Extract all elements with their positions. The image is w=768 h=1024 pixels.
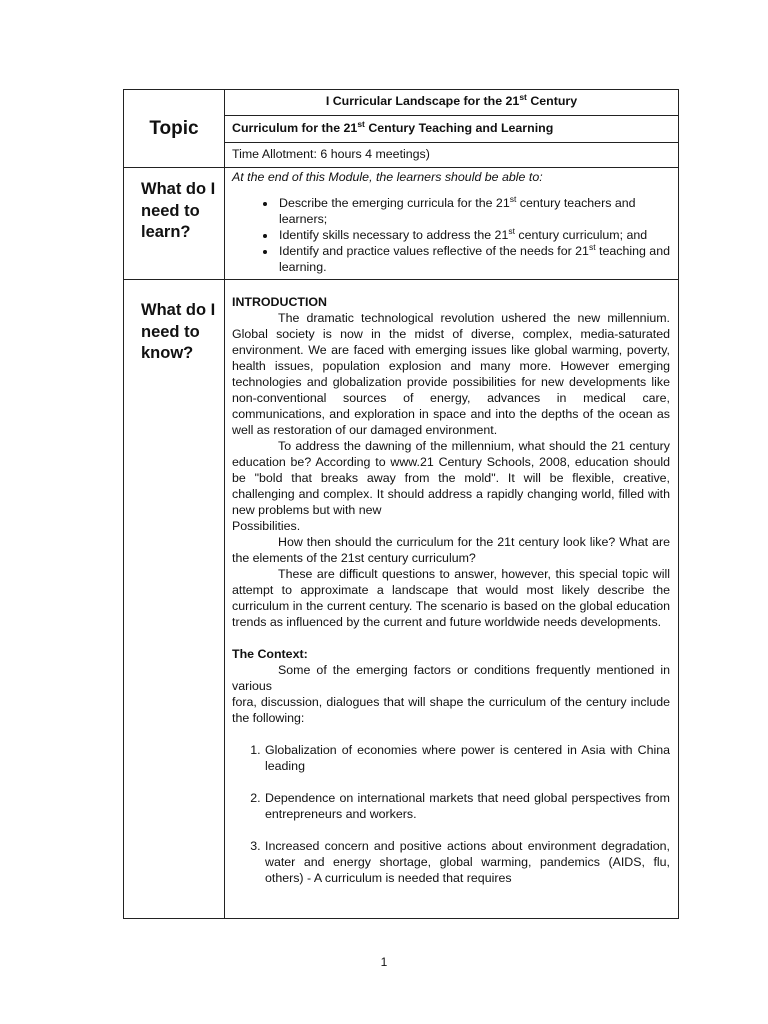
- factor-item: 1. Globalization of economies where power is centered in Asia with China leading: [264, 742, 670, 774]
- time-allotment: Time Allotment: 6 hours 4 meetings): [225, 143, 679, 168]
- objectives-list: [232, 195, 670, 275]
- topic-label: Topic: [124, 90, 225, 168]
- context-heading: The Context:: [232, 647, 308, 661]
- objective-item: • Identify and practice values reflective of the needs for 21st teaching and learning.: [277, 243, 670, 275]
- factor-item: 2. Dependence on international markets that need global perspectives from entrepreneurs and workers.: [264, 790, 670, 822]
- module-table: [123, 89, 679, 919]
- module-title: I Curricular Landscape for the 21st Century: [225, 90, 679, 116]
- objective-item: • Describe the emerging curricula for the 21st century teachers and learners;: [277, 195, 670, 227]
- introduction-heading: INTRODUCTION: [232, 295, 327, 309]
- learn-row: [124, 168, 679, 280]
- know-content: [225, 280, 679, 919]
- intro-paragraph: The dramatic technological revolution ushered the new millennium. Global society is now in the midst of diverse, complex, media-saturated environment. We are faced with emerging issues like global warming, poverty, health issues, population explosion and many more. However emerging technologies and globalization provide possibilities for new developments like non-conventional sources of energy, advances in medical care, communications, and exploration in space and into the depths of the ocean as well as restoration of our damaged environment.: [232, 311, 670, 437]
- intro-paragraph: These are difficult questions to answer, however, this special topic will attempt to approximate a landscape that would most likely describe the curriculum in the current century. The scenario is based on the global education trends as influenced by the current and future worldwide needs developments.: [232, 567, 670, 629]
- module-subtitle: Curriculum for the 21st Century Teaching and Learning: [225, 116, 679, 143]
- know-label: What do I need to know?: [124, 280, 225, 919]
- learn-label: What do I need to learn?: [124, 168, 225, 280]
- factor-item: 3. Increased concern and positive actions about environment degradation, water and energy shortage, global warming, pandemics (AIDS, flu, others) - A curriculum is needed that requires: [264, 838, 670, 886]
- factors-list: [232, 742, 670, 886]
- page-number: 1: [380, 955, 388, 969]
- intro-paragraph: Possibilities.: [232, 519, 301, 533]
- objective-item: • Identify skills necessary to address the 21st century curriculum; and: [277, 227, 670, 243]
- learn-content: [225, 168, 679, 280]
- context-paragraph: Some of the emerging factors or conditions frequently mentioned in various: [232, 663, 670, 693]
- know-row: [124, 280, 679, 919]
- title-row: [124, 90, 679, 116]
- intro-paragraph: How then should the curriculum for the 21t century look like? What are the elements of the 21st century curriculum?: [232, 535, 670, 565]
- learn-intro: At the end of this Module, the learners should be able to:: [232, 170, 543, 184]
- context-paragraph: fora, discussion, dialogues that will shape the curriculum of the century include the following:: [232, 695, 670, 725]
- intro-paragraph: To address the dawning of the millennium, what should the 21 century education be? According to www.21 Century Schools, 2008, education should be "bold that breaks away from the mold". It will be flexible, creative, challenging and complex. It should address a rapidly changing world, filled with new problems but with new: [232, 439, 670, 517]
